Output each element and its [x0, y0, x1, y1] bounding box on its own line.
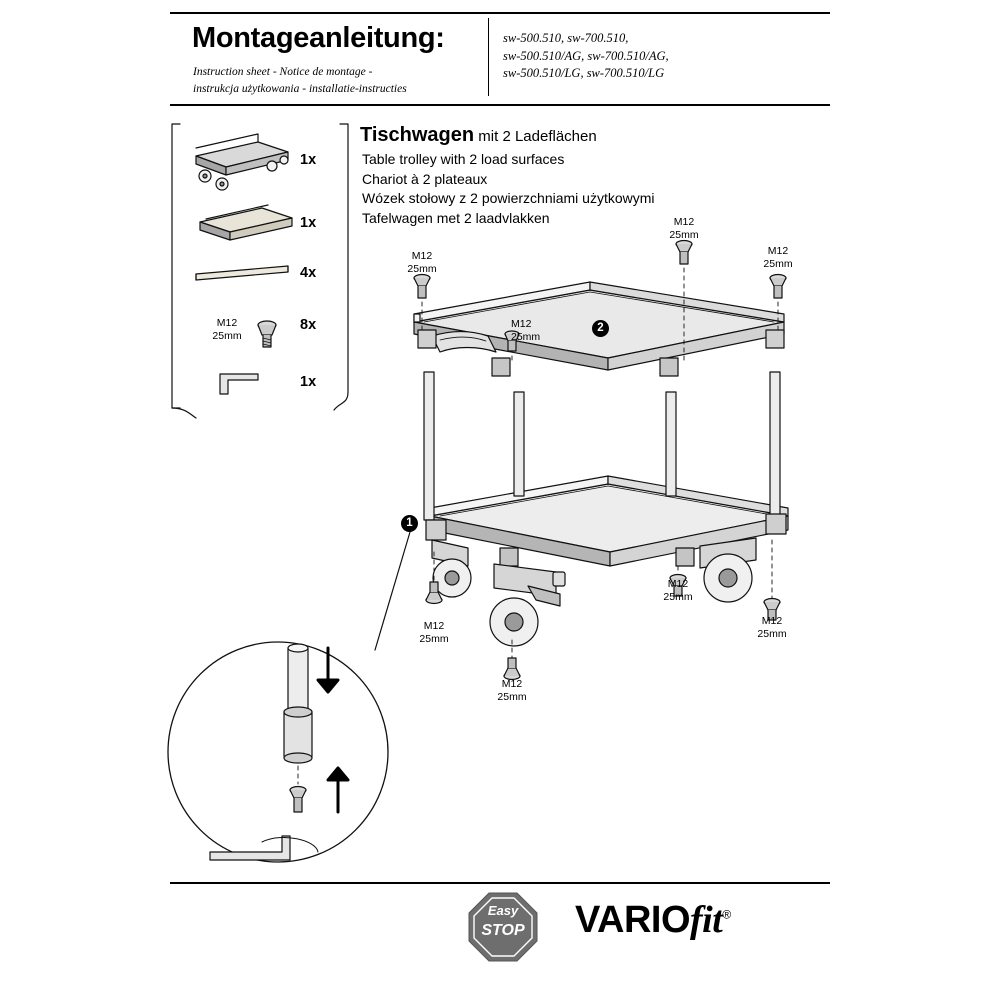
model-line-3: sw-500.510/LG, sw-700.510/LG	[503, 66, 665, 80]
callout-bottom-left	[414, 620, 454, 645]
product-line-en: Table trolley with 2 load surfaces	[362, 151, 565, 167]
footer-rule	[170, 882, 830, 884]
model-line-2: sw-500.510/AG, sw-700.510/AG,	[503, 48, 669, 63]
part-qty-allen-key: 1x	[300, 374, 317, 390]
callout-bottom-right	[752, 615, 792, 640]
callout-bottom-mid-line2: 25mm	[663, 590, 693, 603]
callout-bottom-center-line1: M12	[501, 678, 523, 690]
part-icon-post-tube	[196, 266, 288, 280]
product-line-nl: Tafelwagen met 2 laadvlakken	[362, 209, 550, 226]
callout-top-right-line1: M12	[767, 245, 789, 257]
product-line-fr: Chariot à 2 plateaux	[362, 170, 488, 187]
callout-top-mid-line1: M12	[673, 216, 695, 228]
callout-bottom-mid-line1: M12	[667, 578, 689, 590]
callout-bottom-right-line1: M12	[761, 615, 783, 627]
part-icon-screw-m12	[258, 321, 276, 347]
easystop-label-easy: Easy	[487, 903, 519, 918]
part-icon-trolley-base	[196, 134, 288, 190]
callout-top-center	[511, 318, 551, 343]
callout-bottom-center	[492, 678, 532, 703]
callout-bottom-mid	[658, 578, 698, 603]
part-qty-post-tube: 4x	[300, 265, 317, 281]
callout-bottom-left-line2: 25mm	[419, 632, 449, 645]
part-qty-screw: 8x	[300, 317, 317, 333]
part-label-screw-size	[207, 317, 247, 342]
callout-top-left	[402, 250, 442, 275]
callout-top-mid-line2: 25mm	[669, 228, 699, 241]
part-icon-load-surface	[200, 205, 292, 240]
callout-top-center-line2: 25mm	[511, 330, 541, 343]
callout-top-right	[758, 245, 798, 270]
callout-bottom-center-line2: 25mm	[497, 690, 527, 703]
step-badge-2: 2	[592, 320, 609, 337]
product-line-pl: Wózek stołowy z 2 powierzchniami użytkowymi	[362, 190, 655, 206]
callout-top-left-line1: M12	[411, 250, 433, 262]
part-qty-trolley-base: 1x	[300, 152, 317, 168]
part-icon-allen-key	[220, 374, 258, 394]
part-label-screw-m12: M12	[216, 317, 238, 329]
brand-fit: fit	[690, 899, 723, 941]
brand-vario: VARIO	[575, 899, 691, 941]
part-label-screw-25mm: 25mm	[212, 329, 242, 342]
easystop-label-stop: STOP	[481, 922, 525, 939]
callout-top-left-line2: 25mm	[407, 262, 437, 275]
page-title: Montageanleitung:	[192, 22, 445, 54]
model-line-1: sw-500.510, sw-700.510,	[503, 31, 629, 45]
page-subtitle-line-2: instrukcja użytkowania - installatie-instructies	[193, 83, 407, 95]
part-qty-load-surface: 1x	[300, 215, 317, 231]
product-title-rest: mit 2 Ladeflächen	[474, 128, 597, 145]
callout-top-center-line1: M12	[511, 318, 532, 330]
callout-bottom-right-line2: 25mm	[757, 627, 787, 640]
step-badge-1: 1	[401, 515, 418, 532]
page-subtitle-line-1: Instruction sheet - Notice de montage -	[193, 66, 373, 78]
product-title-bold: Tischwagen	[360, 124, 475, 146]
brand-logo	[575, 898, 731, 942]
brand-registered-mark: ®	[722, 907, 731, 922]
callout-bottom-left-line1: M12	[423, 620, 445, 632]
detail-view-circle	[168, 642, 388, 862]
callout-top-right-line2: 25mm	[763, 257, 793, 270]
callout-top-mid	[664, 216, 704, 241]
